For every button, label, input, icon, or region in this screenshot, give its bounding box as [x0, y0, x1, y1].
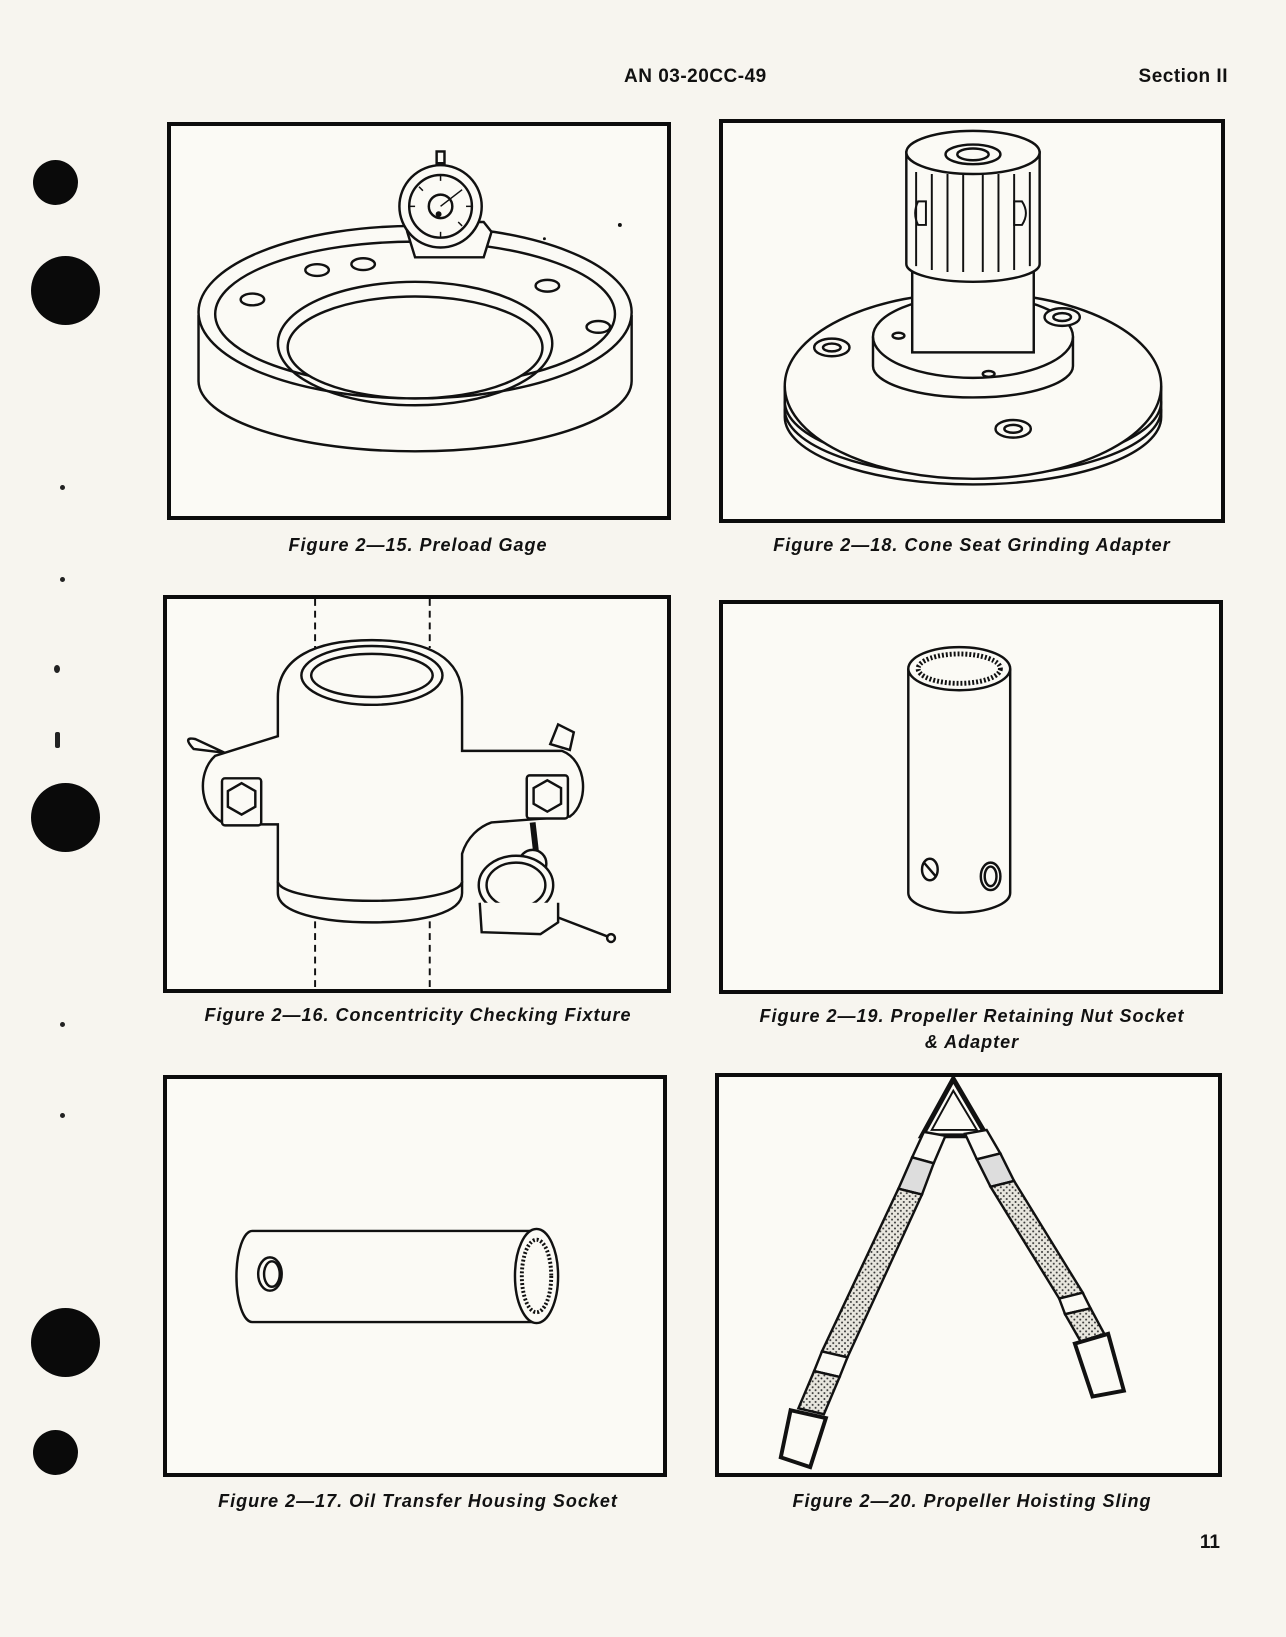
figure-caption: Figure 2—18. Cone Seat Grinding Adapter	[773, 535, 1171, 555]
oil-transfer-socket-illustration	[167, 1079, 663, 1473]
punch-hole	[33, 160, 78, 205]
punch-hole	[31, 783, 100, 852]
hoisting-sling-illustration	[719, 1077, 1218, 1473]
punch-hole	[31, 256, 100, 325]
figure-caption: Figure 2—17. Oil Transfer Housing Socket	[218, 1491, 618, 1511]
preload-gage-illustration	[171, 126, 667, 516]
speck	[54, 665, 60, 673]
figure-cone-seat-adapter	[719, 119, 1225, 523]
figure-oil-transfer-socket	[163, 1075, 667, 1477]
section-label: Section II	[1138, 66, 1228, 87]
speck	[60, 1022, 65, 1027]
concentricity-fixture-illustration	[167, 599, 667, 989]
punch-hole	[31, 1308, 100, 1377]
figure-hoisting-sling	[715, 1073, 1222, 1477]
figure-caption: Figure 2—20. Propeller Hoisting Sling	[792, 1491, 1152, 1511]
figure-retaining-nut-socket	[719, 600, 1223, 994]
speck	[60, 577, 65, 582]
caption-line: Figure 2—19. Propeller Retaining Nut Socket	[759, 1006, 1185, 1026]
punch-hole	[33, 1430, 78, 1475]
figure-preload-gage	[167, 122, 671, 520]
figure-caption: Figure 2—16. Concentricity Checking Fixture	[204, 1005, 632, 1025]
document-number: AN 03-20CC-49	[624, 66, 767, 87]
figure-caption: Figure 2—15. Preload Gage	[288, 535, 548, 555]
speck	[55, 732, 60, 748]
speck	[60, 485, 65, 490]
figure-concentricity-fixture	[163, 595, 671, 993]
cone-seat-adapter-illustration	[723, 123, 1221, 519]
retaining-nut-socket-illustration	[723, 604, 1219, 990]
caption-line: & Adapter	[924, 1032, 1020, 1052]
speck	[60, 1113, 65, 1118]
figure-caption	[714, 1003, 1230, 1055]
page-number: 11	[1199, 1532, 1220, 1553]
